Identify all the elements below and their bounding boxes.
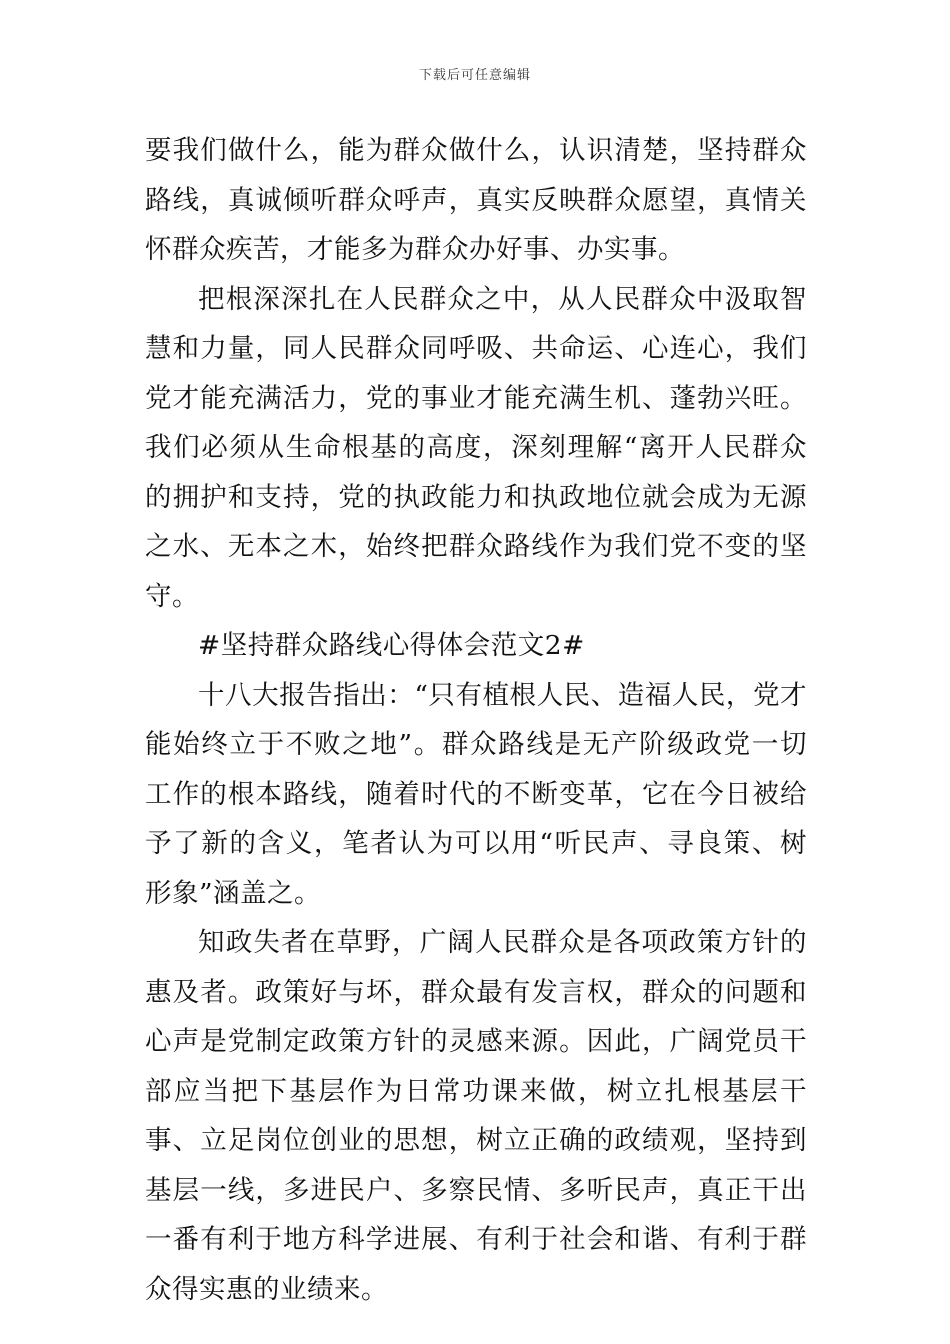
- paragraph-3: 十八大报告指出：“只有植根人民、造福人民，党才能始终立于不败之地”。群众路线是无产阶级政党一切工作的根本路线，随着时代的不断变革，它在今日被给予了新的含义，笔者认为可以用“听民声、寻良策、树形象”涵盖之。: [145, 679, 807, 909]
- paragraph-2: 把根深深扎在人民群众之中，从人民群众中汲取智慧和力量，同人民群众同呼吸、共命运、心连心，我们党才能充满活力，党的事业才能充满生机、蓬勃兴旺。我们必须从生命根基的高度，深刻理解“离开人民群众的拥护和支持，党的执政能力和执政地位就会成为无源之水、无本之木，始终把群众路线作为我们党不变的坚守。: [145, 283, 807, 612]
- paragraph-4: 知政失者在草野，广阔人民群众是各项政策方针的惠及者。政策好与坏，群众最有发言权，群众的问题和心声是党制定政策方针的灵感来源。因此，广阔党员干部应当把下基层作为日常功课来做，树立扎根基层干事、立足岗位创业的思想，树立正确的政绩观，坚持到基层一线，多进民户、多察民情、多听民声，真正干出一番有利于地方科学进展、有利于社会和谐、有利于群众得实惠的业绩来。: [145, 927, 807, 1305]
- paragraph-1: 要我们做什么，能为群众做什么，认识清楚，坚持群众路线，真诚倾听群众呼声，真实反映群众愿望，真情关怀群众疾苦，才能多为群众办好事、办实事。: [145, 135, 807, 265]
- document-body: [145, 126, 807, 1314]
- page-header-note: 下载后可任意编辑: [418, 68, 531, 83]
- section-heading: #坚持群众路线心得体会范文2#: [198, 630, 585, 661]
